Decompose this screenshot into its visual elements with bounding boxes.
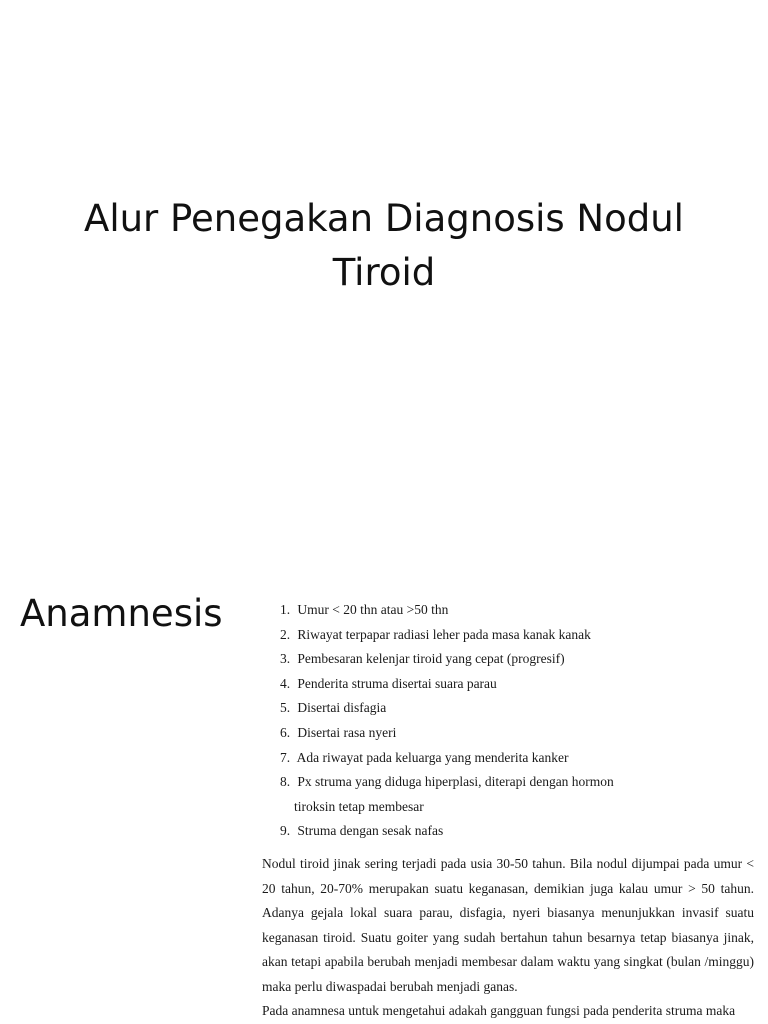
title-line-1: Alur Penegakan Diagnosis Nodul [84, 197, 684, 240]
slide-title [40, 192, 728, 300]
criteria-list [280, 598, 614, 844]
section-heading: Anamnesis [20, 592, 223, 635]
list-text: Riwayat terpapar radiasi leher pada masa kanak kanak [297, 626, 591, 642]
list-item [280, 721, 614, 746]
list-text: Px struma yang diduga hiperplasi, diterapi dengan hormon [297, 774, 614, 790]
list-item [280, 647, 614, 672]
list-number: 2. [280, 626, 291, 642]
list-item [280, 746, 614, 771]
paragraph-2: Pada anamnesa untuk mengetahui adakah gangguan fungsi pada penderita struma maka [262, 1003, 736, 1018]
list-number: 9. [280, 823, 291, 839]
list-text-continuation: tiroksin tetap membesar [294, 798, 424, 814]
list-item [280, 819, 614, 844]
list-number: 5. [280, 700, 291, 716]
list-text: Ada riwayat pada keluarga yang menderita kanker [296, 749, 569, 765]
list-text: Disertai rasa nyeri [297, 724, 397, 740]
list-text: Disertai disfagia [297, 700, 387, 716]
list-number: 1. [280, 602, 291, 617]
list-item [280, 770, 614, 819]
anamnesis-slide [0, 556, 768, 1024]
list-number: 7. [280, 749, 291, 765]
list-item [280, 598, 614, 623]
paragraph-1: Nodul tiroid jinak sering terjadi pada usia 30-50 tahun. Bila nodul dijumpai pada umur < 20 tahun, 20-70% merupakan suatu keganasan, demikian juga kalau umur > 50 tahun. Adanya gejala lokal suara parau, disfagia, nyeri biasanya menunjukkan invasif suatu keganasan tiroid. Suatu goiter yang sudah bertahun tahun besarnya tetap biasanya jinak, akan tetapi apabila berubah menjadi membesar dalam waktu yang singkat (bulan /minggu) maka perlu diwaspadai berubah menjadi ganas. [262, 856, 754, 994]
list-text: Umur < 20 thn atau >50 thn [297, 602, 449, 617]
list-number: 8. [280, 774, 291, 790]
list-number: 4. [280, 675, 291, 691]
list-number: 6. [280, 724, 291, 740]
body-text [262, 852, 754, 1024]
list-text: Pembesaran kelenjar tiroid yang cepat (progresif) [297, 651, 565, 667]
list-item [280, 623, 614, 648]
title-line-2: Tiroid [332, 251, 436, 294]
list-text: Struma dengan sesak nafas [297, 823, 444, 839]
list-text: Penderita struma disertai suara parau [297, 675, 497, 691]
list-item [280, 672, 614, 697]
list-item [280, 696, 614, 721]
list-number: 3. [280, 651, 291, 667]
